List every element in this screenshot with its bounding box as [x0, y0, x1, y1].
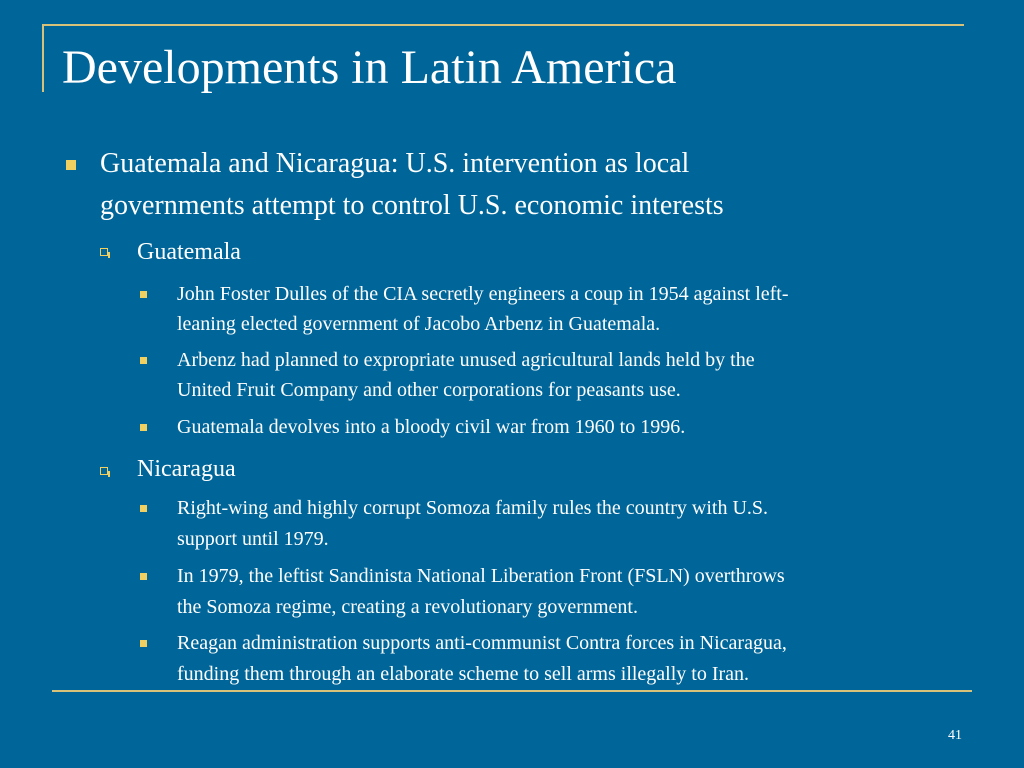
level1-bullet-square-icon: [66, 160, 76, 170]
nicaragua-item-1-line-1: Right-wing and highly corrupt Somoza family rules the country with U.S.: [177, 497, 769, 519]
title-frame-left-line: [42, 24, 44, 92]
guatemala-item-2-line-1: Arbenz had planned to expropriate unused agricultural lands held by the: [177, 349, 755, 371]
level3-bullet-square-icon: [140, 505, 147, 512]
subheading-guatemala: Guatemala: [137, 239, 241, 265]
level2-bullet-hollow-square-icon: [100, 467, 108, 475]
guatemala-item-1-line-2: leaning elected government of Jacobo Arbenz in Guatemala.: [177, 313, 661, 335]
nicaragua-item-3-line-1: Reagan administration supports anti-communist Contra forces in Nicaragua,: [177, 632, 787, 654]
nicaragua-item-1-line-2: support until 1979.: [177, 528, 329, 550]
title-frame-top-line: [42, 24, 964, 26]
guatemala-item-2-line-2: United Fruit Company and other corporations for peasants use.: [177, 379, 681, 401]
level3-bullet-square-icon: [140, 357, 147, 364]
main-bullet-line-2: governments attempt to control U.S. economic interests: [100, 190, 724, 221]
level3-bullet-square-icon: [140, 291, 147, 298]
level3-bullet-square-icon: [140, 640, 147, 647]
footer-divider-line: [52, 690, 972, 692]
nicaragua-item-3-line-2: funding them through an elaborate scheme to sell arms illegally to Iran.: [177, 663, 750, 685]
level2-bullet-hollow-square-icon: [100, 248, 108, 256]
level3-bullet-square-icon: [140, 573, 147, 580]
subheading-nicaragua: Nicaragua: [137, 456, 236, 482]
level3-bullet-square-icon: [140, 424, 147, 431]
guatemala-item-3-line-1: Guatemala devolves into a bloody civil war from 1960 to 1996.: [177, 416, 686, 438]
page-number: 41: [948, 728, 962, 743]
main-bullet-line-1: Guatemala and Nicaragua: U.S. intervention as local: [100, 148, 690, 179]
slide-title: Developments in Latin America: [62, 41, 677, 94]
nicaragua-item-2-line-1: In 1979, the leftist Sandinista National Liberation Front (FSLN) overthrows: [177, 565, 785, 587]
guatemala-item-1-line-1: John Foster Dulles of the CIA secretly engineers a coup in 1954 against left-: [177, 283, 789, 305]
nicaragua-item-2-line-2: the Somoza regime, creating a revolutionary government.: [177, 596, 638, 618]
